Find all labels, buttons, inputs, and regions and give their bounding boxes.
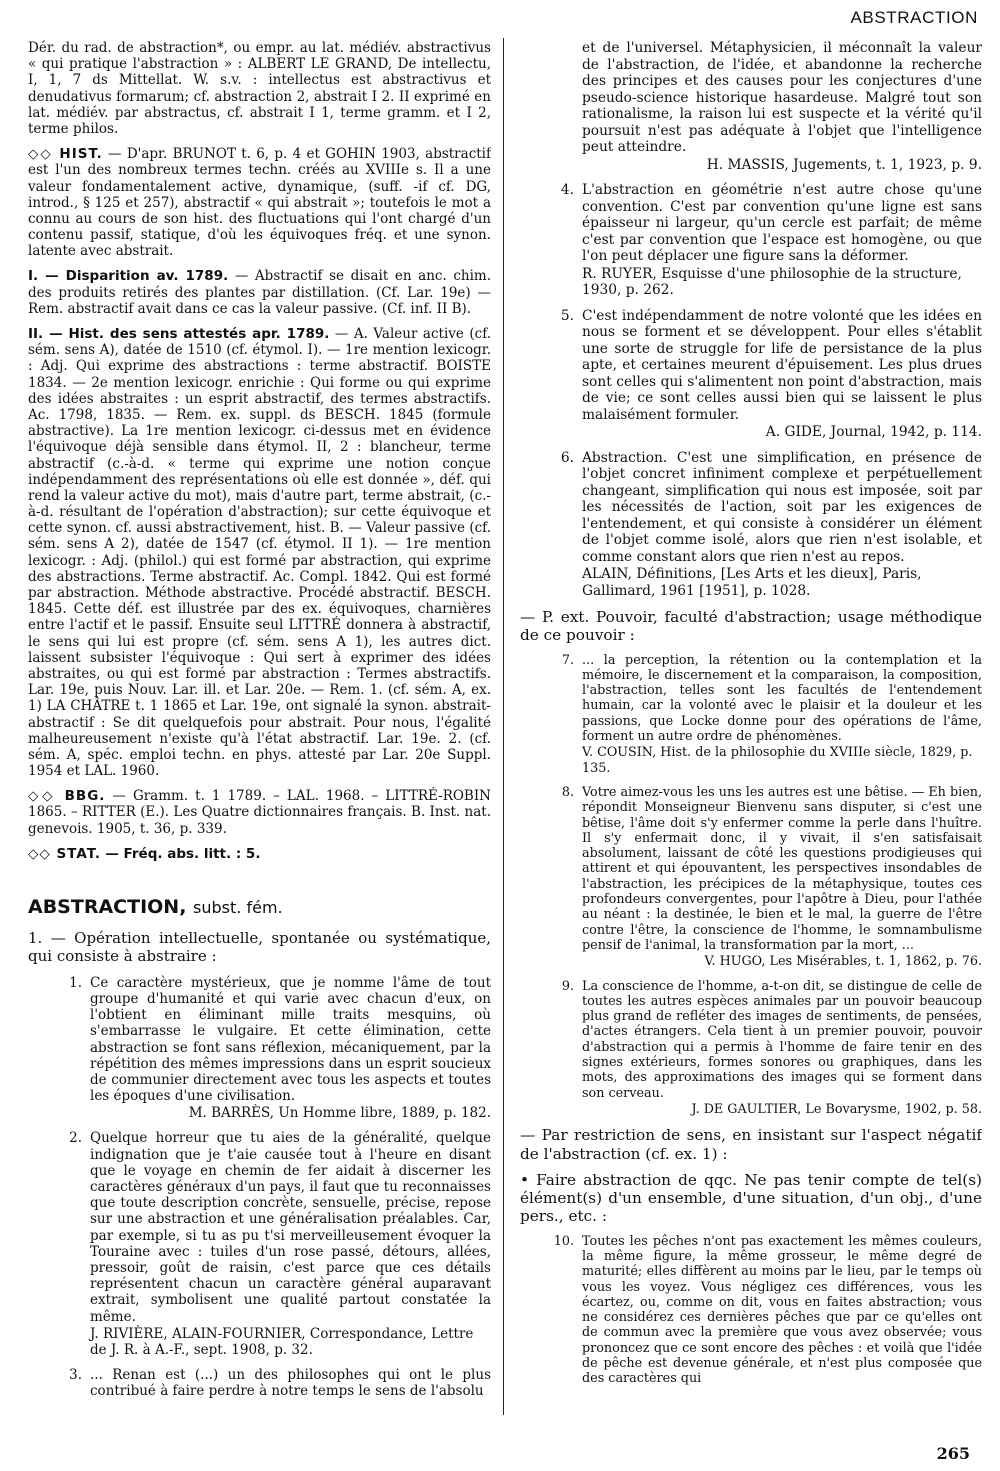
example-item	[56, 1130, 491, 1358]
bbg-text: — Gramm. t. 1 1789. – LAL. 1968. – LITTRÉ-ROBIN 1865. – RITTER (E.). Les Quatre dictionnaires français. B. Inst. nat. genevois. 1905, t. 36, p. 339.	[28, 788, 491, 837]
example-text: ... la perception, la rétention ou la contemplation et la mémoire, le discernement et la comparaison, la composition, l'abstraction, telles sont les facultés de l'entendement humain, car la volonté avec le plaisir et la douleur et les passions, que Locke donne pour des opérations de l'âme, forment un autre ordre de phénomènes.	[582, 652, 982, 745]
hist-section-ii	[28, 326, 491, 779]
example-citation: J. RIVIÈRE, ALAIN-FOURNIER, Correspondance, Lettre de J. R. à A.-F., sept. 1908, p. 32.	[90, 1325, 474, 1358]
example-number: 4.	[560, 182, 574, 198]
example-item	[56, 975, 491, 1122]
column-divider	[503, 38, 504, 1415]
example-item	[548, 182, 982, 299]
examples-left	[28, 975, 491, 1400]
hist-text: — D'apr. BRUNOT t. 6, p. 4 et GOHIN 1903, abstractif est l'un des nombreux termes techn. créés au XVIIIe s. Il a une valeur fondamentalement active, dynamique, (suff. -if cf. DG, introd., § 125 et 257), abstractif « qui abstrait »; toutefois le mot a connu au cours de son hist. des fluctuations qui l'ont chargé d'un contenu passif, statique, d'où les équivoques fréq. et une synon. latente avec abstrait.	[28, 146, 491, 260]
page-number: 265	[936, 1443, 970, 1463]
example-citation: M. BARRÈS, Un Homme libre, 1889, p. 182.	[188, 1105, 491, 1122]
example-number: 9.	[561, 978, 574, 994]
example-number: 6.	[560, 449, 574, 466]
bbg-paragraph	[28, 788, 491, 837]
hist-paragraph	[28, 146, 491, 259]
example-text: Quelque horreur que tu aies de la généralité, quelque indignation que je t'aie causée tout à l'heure en disant que le voyage en chemin de fer aidait à discerner les caractères généraux d'un pays, il faut que tu reconnaisses que toute description concrète, sensuelle, précise, repose sur une abstraction et une généralisation préalables. Car, par exemple, si tu as pu t'si merveilleusement évoquer la Touraine avec : tuiles d'un rose passé, détours, allées, pressoir, goût de raisin, c'est parce que ces détails représentent chacun un caractère général auparavant extrait, symbolisent une qualité partout constatée la même.	[90, 1130, 491, 1325]
example-item	[548, 979, 982, 1118]
example-citation: V. HUGO, Les Misérables, t. 1, 1862, p. 76.	[704, 954, 982, 970]
example-text: Abstraction. C'est une simplification, en présence de l'objet concret infiniment complexe et perpétuellement changeant, simplification qui nous est imposée, soit par les nécessités de l'action, soit par les exigences de l'entendement, et qui consiste à considérer un élément de l'objet comme isolé, alors que rien n'est isolable, et comme constant alors que rien n'est au repos.	[582, 449, 982, 565]
example-item	[548, 1234, 982, 1387]
sense-1-definition: 1. — Opération intellectuelle, spontanée ou systématique, qui consiste à abstraire :	[28, 928, 491, 965]
example-text: et de l'universel. Métaphysicien, il méconnaît la valeur de l'abstraction, de l'idée, et abandonne la recherche des principes et des causes pour les conjectures d'une pseudo-science historique hasardeuse. Malgré tout son rationalisme, la raison lui est suspecte et la vérité qu'il poursuit n'est pas adéquate à l'objet que l'intelligence peut atteindre.	[582, 40, 982, 155]
example-item	[548, 785, 982, 970]
examples-right-b	[520, 653, 982, 1118]
example-text: L'abstraction en géométrie n'est autre chose qu'une convention. C'est par convention qu'une ligne est sans épaisseur ni largeur, qu'un cercle est parfait; de même c'est par convention que l'espace est homogène, ou que l'on peut déplacer une figure sans la déformer.	[582, 182, 982, 264]
example-item	[548, 450, 982, 600]
example-citation: ALAIN, Définitions, [Les Arts et les dieux], Paris, Gallimard, 1961 [1951], p. 1028.	[582, 566, 922, 599]
hist-section-i-heading: I. — Disparition av. 1789.	[28, 268, 229, 285]
bbg-heading: ◇◇ BBG.	[28, 788, 106, 805]
example-citation: J. DE GAULTIER, Le Bovarysme, 1902, p. 58.	[691, 1101, 982, 1117]
example-text: ... Renan est (...) un des philosophes qui ont le plus contribué à faire perdre à notre temps le sens de l'absolu	[90, 1367, 491, 1400]
faire-abstraction-sense: • Faire abstraction de qqc. Ne pas tenir compte de tel(s) élément(s) d'un ensemble, d'une situation, d'un obj., d'une pers., etc. :	[520, 1170, 982, 1226]
restriction-sense: — Par restriction de sens, en insistant sur l'aspect négatif de l'abstraction (cf. ex. 1) :	[520, 1126, 982, 1163]
example-number: 5.	[560, 307, 574, 324]
left-column	[28, 40, 491, 1410]
example-item	[56, 1367, 491, 1399]
example-text: C'est indépendamment de notre volonté que les idées en nous se forment et se développent. Pour elles s'établit une sorte de struggle for life de persistance de la plus apte, et certaines meurent d'épuisement. Les plus drues sont celles qui s'alimentent non point d'abstraction, mais de vie; ce sont celles aussi bien qui se laissent le plus malaisément formuler.	[582, 307, 982, 423]
example-citation: R. RUYER, Esquisse d'une philosophie de la structure, 1930, p. 262.	[582, 265, 962, 298]
hist-section-ii-heading: II. — Hist. des sens attestés apr. 1789.	[28, 326, 330, 342]
derivation-paragraph: Dér. du rad. de abstraction*, ou empr. au lat. médiév. abstractivus « qui pratique l'abstraction » : ALBERT LE GRAND, De intellectu, I, 1, 7 ds Mittellat. W. s.v. : intellectus est abstractivus et denudativus formarum; cf. abstraction 2, abstrait I 2. II exprimé en lat. médiév. par abstractus, cf. abstrait I 1, terme gramm. et I 2, terme philos.	[28, 40, 491, 137]
example-text: Toutes les pêches n'ont pas exactement les mêmes couleurs, la même figure, la même grosseur, le même degré de maturité; elles diffèrent au moins par le lieu, par le temps où vous les voyez. Vous négligez ces différences, vous les écartez, ou, comme on dit, vous en faites abstraction; vous ne considérez ces dernières pêches que par ce qu'elles ont de commun avec la première que vous avez observée; vous prononcez que ce sont encore des pêches : et voilà que l'idée de pêche est devenue générale, et n'est plus composée que des caractères qui	[582, 1233, 982, 1387]
stat-heading: ◇◇ STAT.	[28, 845, 102, 862]
hist-section-i	[28, 268, 491, 317]
example-item	[548, 653, 982, 776]
example-text: Votre aimez-vous les uns les autres est une bêtise. — Eh bien, répondit Monseigneur Bienvenu sans disputer, si c'est une bêtise, l'âme doit s'y enfermer comme la perle dans l'huître. Il s'y enfermait donc, il y vivait, il s'en satisfaisait absolument, laissant de côté les questions prodigieuses qui attirent et qui épouvantent, les perspectives insondables de l'abstraction, les précipices de la métaphysique, toutes ces profondeurs convergentes, pour l'apôtre à Dieu, pour l'athée au néant : la destinée, le bien et le mal, la guerre de l'être contre l'être, la conscience de l'homme, le somnambulisme pensif de l'animal, la transformation par la mort, ...	[582, 784, 982, 953]
hist-section-i-text: — Abstractif se disait en anc. chim. des produits retirés des plantes par distillation. (Cf. Lar. 19e) — Rem. abstractif avait dans ce cas la valeur passive. (Cf. inf. II B).	[28, 268, 491, 317]
example-number: 2.	[69, 1130, 82, 1147]
example-number: 8.	[561, 784, 574, 800]
p-ext-sense: — P. ext. Pouvoir, faculté d'abstraction; usage méthodique de ce pouvoir :	[520, 608, 982, 645]
example-3-continuation	[520, 40, 982, 599]
entry-headword	[28, 896, 491, 919]
example-number: 7.	[561, 652, 574, 668]
examples-right-c	[520, 1234, 982, 1387]
example-number: 10.	[553, 1233, 574, 1249]
stat-paragraph	[28, 846, 491, 862]
example-citation: H. MASSIS, Jugements, t. 1, 1923, p. 9.	[706, 156, 982, 173]
stat-text: — Fréq. abs. litt. : 5.	[105, 845, 261, 862]
example-text: La conscience de l'homme, a-t-on dit, se distingue de celle de toutes les autres espèces animales par un pouvoir beaucoup plus grand de refléter des images de sentiments, de pensées, d'actes étrangers. Cela tient à un premier pouvoir, pouvoir d'abstraction qui a permis à l'homme de faire tenir en des signes extérieurs, formes sonores ou graphiques, dans les mots, des approximations des images qui se forment dans son cerveau.	[582, 978, 982, 1101]
example-citation: V. COUSIN, Hist. de la philosophie du XVIIIe siècle, 1829, p. 135.	[582, 745, 973, 776]
example-number: 1.	[69, 974, 82, 991]
part-of-speech: subst. fém.	[193, 898, 283, 917]
hist-heading: ◇◇ HIST.	[28, 146, 103, 163]
example-text: Ce caractère mystérieux, que je nomme l'âme de tout groupe d'humanité et qui varie avec chacun d'eux, on l'obtient en éliminant mille traits mesquins, où s'embarrasse le vulgaire. Et cette élimination, cette abstraction se font sans réflexion, mécaniquement, par la répétition des mêmes impressions dans un esprit soucieux de communier directement avec tous les aspects et toutes les époques d'une civilisation.	[90, 974, 491, 1105]
running-head: ABSTRACTION	[850, 8, 978, 27]
hist-section-ii-text: — A. Valeur active (cf. sém. sens A), datée de 1510 (cf. étymol. I). — 1re mention lexicogr. : Adj. Qui exprime des abstractions : terme abstractif. BOISTE 1834. — 2e mention lexicogr. enrichie : Qui forme ou qui exprime des idées abstraites : un esprit abstractif, des termes abstractifs. Ac. 1798, 1835. — Rem. ex. suppl. ds BESCH. 1845 (formule abstractive). La 1re mention lexicogr. ci-dessus met en évidence l'équivoque déjà sensible dans étymol. II, 2 : blancheur, terme abstractif (c.-à-d. « terme qui exprime une notion conçue indépendamment des représentations où elle est donnée », déf. qui rend la valeur active du mot), mais d'autre part, terme abstrait, (c.-à-d. résultant de l'opération d'abstraction); sur cette équivoque et cette synon. cf. aussi abstractivement, hist. B. — Valeur passive (cf. sém. sens A 2), datée de 1547 (cf. étymol. II 1). — 1re mention lexicogr. : Adj. (philol.) qui est formé par abstraction, qui exprime des abstractions. Terme abstractif. Ac. Compl. 1842. Qui est formé par abstraction. Méthode abstractive. Procédé abstractif. BESCH. 1845. Cette déf. est illustrée par des ex. équivoques, charnières entre l'actif et le passif. Ensuite seul LITTRÉ donnera à abstractif, le sens qui lui est propre (cf. sém. sens A 1), les autres dict. laissent subsister l'équivoque : Qui sert à exprimer des idées abstraites, ou qui est formé par abstraction : Termes abstractifs. Lar. 19e, puis Nouv. Lar. ill. et Lar. 20e. — Rem. 1. (cf. sém. A, ex. 1) LA CHÂTRE t. 1 1865 et Lar. 19e, ont signalé la synon. abstrait-abstractif : Se dit quelquefois pour abstrait. Pour nous, l'égalité malheureusement n'existe qu'à l'état abstractif. Lar. 19e. 2. (cf. sém. A, spéc. emploi techn. en phys. attesté par Lar. 20e Suppl. 1954 et LAL. 1960.	[28, 326, 491, 780]
right-column	[520, 40, 982, 1420]
example-citation: A. GIDE, Journal, 1942, p. 114.	[765, 424, 982, 440]
headword-text: ABSTRACTION,	[28, 896, 187, 918]
example-number: 3.	[69, 1367, 82, 1384]
example-item	[548, 308, 982, 441]
